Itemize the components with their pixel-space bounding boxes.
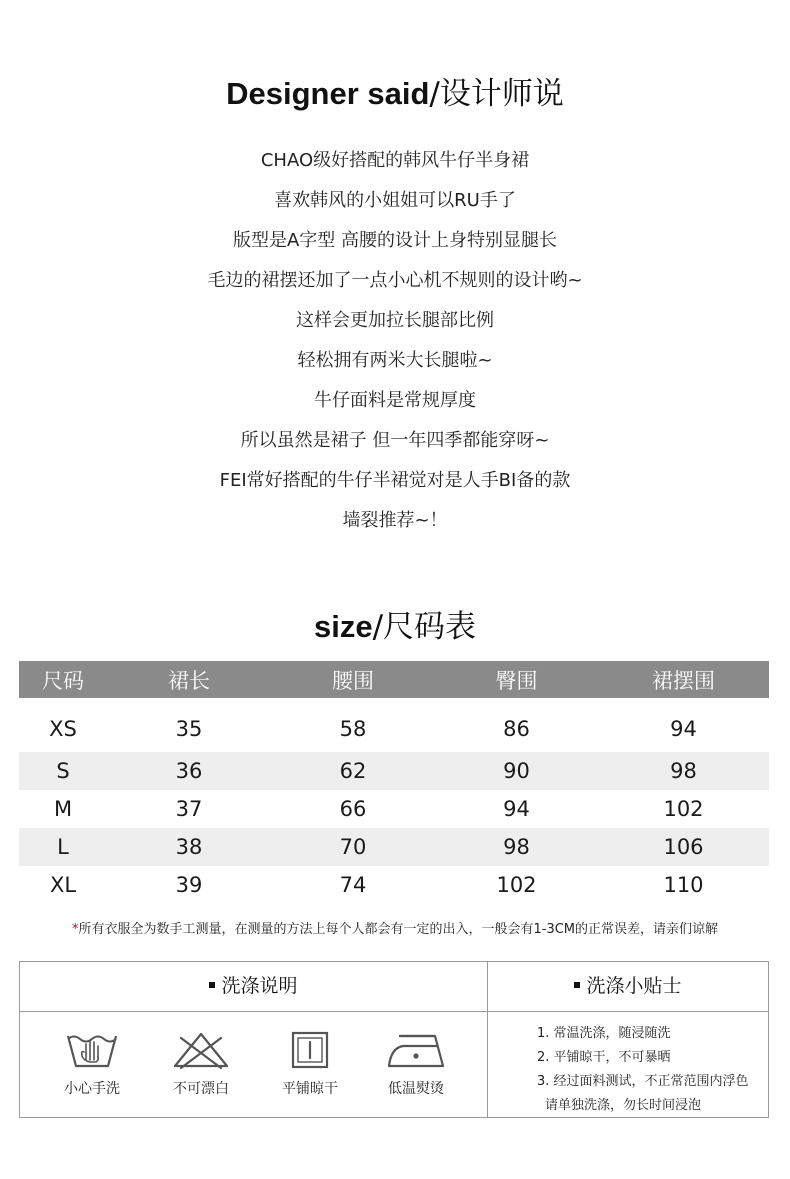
care-label: 平铺晾干	[282, 1081, 338, 1097]
description-line: CHAO级好搭配的韩风牛仔半身裙	[260, 150, 530, 171]
cell-hem: 102	[663, 797, 704, 821]
list-item: 1. 常温洗涤，随浸随洗	[537, 1026, 671, 1041]
size-chart-title	[0, 607, 790, 647]
tips-heading-text: 洗涤小贴士	[586, 975, 682, 997]
description-line: 牛仔面料是常规厚度	[314, 390, 476, 411]
header-skirt-length: 裙长	[107, 661, 271, 698]
flat-dry-icon	[290, 1030, 330, 1070]
header-hem: 裙摆围	[598, 661, 769, 698]
designer-said-title	[0, 74, 790, 114]
note-text: 所有衣服全为数手工测量，在测量的方法上每个人都会有一定的出入，一般会有1-3CM的正常误差，请亲们谅解	[78, 922, 719, 937]
wash-tips-heading	[488, 962, 768, 1011]
table-row	[19, 828, 769, 866]
low-iron-icon	[385, 1030, 447, 1070]
bullet-square-icon	[209, 982, 215, 988]
cell-waist: 66	[339, 797, 367, 821]
table-row	[19, 752, 769, 790]
care-item-flat-dry	[260, 1030, 360, 1098]
designer-title-cn: 设计师说	[439, 76, 564, 112]
table-row	[19, 698, 769, 752]
cell-hem: 98	[598, 752, 769, 790]
description-line: 墙裂推荐~！	[342, 510, 448, 531]
list-item: 2. 平铺晾干，不可暴晒	[537, 1050, 671, 1065]
cell-size: XL	[49, 873, 77, 897]
cell-waist: 70	[271, 828, 435, 866]
cell-waist: 58	[339, 717, 367, 741]
cell-waist: 62	[271, 752, 435, 790]
cell-size: M	[53, 797, 73, 821]
measurement-note	[0, 920, 790, 940]
header-hip: 臀围	[435, 661, 598, 698]
table-row	[19, 866, 769, 904]
note-star: *	[71, 922, 79, 937]
description-line: 这样会更加拉长腿部比例	[296, 310, 494, 331]
cell-size: XS	[49, 717, 77, 741]
description-line: 所以虽然是裙子 但一年四季都能穿呀~	[240, 430, 550, 451]
cell-hem: 106	[598, 828, 769, 866]
care-label: 低温熨烫	[388, 1081, 444, 1097]
cell-hem: 94	[670, 717, 697, 741]
care-divider-horizontal	[20, 1011, 768, 1012]
hand-wash-icon	[64, 1030, 120, 1070]
size-title-sep: /	[372, 609, 384, 645]
designer-title-en: Designer said	[226, 76, 430, 111]
cell-hip: 86	[503, 717, 530, 741]
cell-hip: 94	[503, 797, 530, 821]
wash-instructions-heading	[20, 962, 487, 1011]
cell-hem: 110	[663, 873, 704, 897]
care-label: 不可漂白	[173, 1081, 229, 1097]
care-panel	[19, 961, 769, 1118]
cell-hip: 90	[435, 752, 598, 790]
size-title-en: size	[313, 609, 373, 644]
designer-title-sep: /	[429, 76, 440, 112]
header-size: 尺码	[19, 661, 107, 698]
size-table	[19, 661, 769, 904]
description-line: 喜欢韩风的小姐姐可以RU手了	[274, 190, 516, 211]
cell-skirt-length: 38	[107, 828, 271, 866]
designer-description	[0, 144, 790, 544]
size-title-cn: 尺码表	[383, 609, 477, 645]
care-item-hand-wash	[42, 1030, 142, 1098]
list-item: 3. 经过面料测试，不正常范围内浮色	[537, 1074, 749, 1089]
cell-size: S	[19, 752, 107, 790]
cell-skirt-length: 35	[175, 717, 203, 741]
cell-hip: 102	[496, 873, 537, 897]
size-table-header-row	[19, 661, 769, 698]
care-item-no-bleach	[151, 1030, 251, 1098]
care-item-low-iron	[366, 1030, 466, 1098]
cell-skirt-length: 36	[107, 752, 271, 790]
care-label: 小心手洗	[64, 1081, 120, 1097]
list-item-continuation: 请单独洗涤，勿长时间浸泡	[545, 1098, 702, 1113]
description-line: FEI常好搭配的牛仔半裙觉对是人手BI备的款	[219, 470, 571, 491]
description-line: 版型是A字型 高腰的设计上身特别显腿长	[232, 230, 558, 251]
table-row	[19, 790, 769, 828]
wash-tips-list	[537, 1022, 749, 1118]
cell-skirt-length: 37	[175, 797, 203, 821]
wash-heading-text: 洗涤说明	[221, 975, 298, 997]
description-line: 毛边的裙摆还加了一点小心机不规则的设计哟~	[207, 270, 583, 291]
description-line: 轻松拥有两米大长腿啦~	[297, 350, 493, 371]
cell-skirt-length: 39	[175, 873, 203, 897]
bullet-square-icon	[574, 982, 580, 988]
no-bleach-icon	[171, 1030, 231, 1070]
cell-waist: 74	[339, 873, 367, 897]
header-waist: 腰围	[271, 661, 435, 698]
cell-size: L	[19, 828, 107, 866]
cell-hip: 98	[435, 828, 598, 866]
